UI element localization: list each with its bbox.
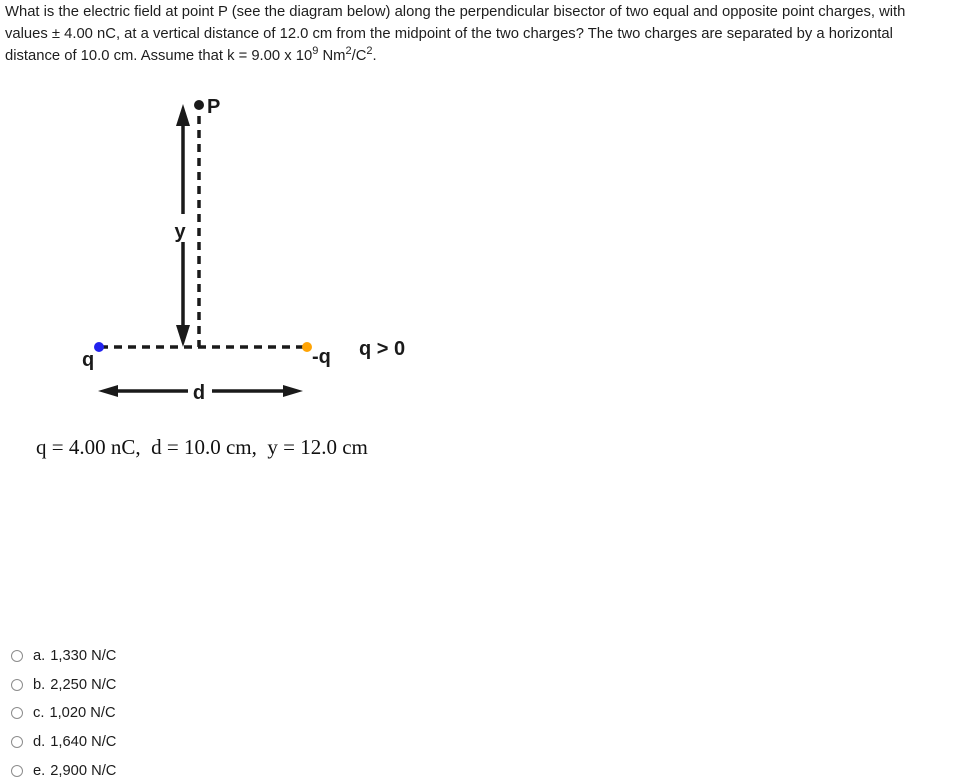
option-b-text (33, 677, 116, 693)
positive-charge-dot (94, 342, 104, 352)
option-e-value: 2,900 N/C (50, 762, 117, 779)
option-a-radio[interactable] (11, 650, 23, 662)
option-row-a[interactable] (11, 642, 116, 671)
question-line-3 (5, 45, 970, 67)
exponent-2a: 2 (345, 45, 352, 58)
option-b-letter: b. (33, 676, 46, 693)
exponent-9: 9 (312, 45, 319, 58)
question-line-3-text: distance of 10.0 cm. Assume that k = 9.00 x 10 (5, 48, 313, 64)
option-e-radio[interactable] (11, 765, 23, 777)
negative-charge-dot (302, 342, 312, 352)
option-row-c[interactable] (11, 699, 116, 728)
question-period: . (372, 48, 377, 64)
option-e-letter: e. (33, 762, 46, 779)
option-c-value: 1,020 N/C (49, 705, 116, 722)
option-row-b[interactable] (11, 671, 116, 700)
charge-sign-condition-label: q > 0 (359, 338, 406, 360)
charges-diagram (60, 88, 440, 408)
option-a-letter: a. (33, 648, 46, 665)
option-d-text (33, 734, 116, 750)
d-separation-arrow (98, 382, 303, 404)
y-label: y (174, 221, 186, 243)
option-d-letter: d. (33, 734, 46, 751)
option-c-radio[interactable] (11, 707, 23, 719)
given-values-line: q = 4.00 nC, d = 10.0 cm, y = 12.0 cm (36, 435, 368, 459)
negative-charge-label: -q (312, 346, 331, 368)
option-e-text (33, 763, 116, 779)
positive-charge-label: q (82, 349, 95, 371)
option-b-value: 2,250 N/C (50, 676, 117, 693)
option-row-d[interactable] (11, 728, 116, 757)
option-a-value: 1,330 N/C (50, 648, 117, 665)
y-distance-arrow (174, 104, 190, 347)
exponent-2b: 2 (366, 45, 373, 58)
option-c-text (33, 705, 116, 721)
units-nm: Nm (318, 48, 346, 64)
question-line-1-text: What is the electric field at point P (see the diagram below) along the perpendicular bisector of two equal and opposite point charges, with (5, 4, 906, 20)
option-row-e[interactable] (11, 756, 116, 784)
option-a-text (33, 648, 116, 664)
arrowhead-left-icon (98, 385, 118, 397)
question-line-2 (5, 23, 970, 45)
question-line-2-text: values ± 4.00 nC, at a vertical distance of 12.0 cm from the midpoint of the two charges? The two charges are separated by a horizontal (5, 26, 893, 42)
point-p-dot (194, 100, 204, 110)
option-d-radio[interactable] (11, 736, 23, 748)
d-label: d (192, 382, 206, 404)
option-d-value: 1,640 N/C (50, 734, 117, 751)
answer-options-list (11, 642, 116, 784)
option-b-radio[interactable] (11, 679, 23, 691)
point-p-label: P (207, 96, 221, 118)
question-line-1 (5, 1, 970, 23)
arrowhead-down-icon (176, 325, 190, 347)
units-per-c: /C (351, 48, 367, 64)
question-text (5, 1, 970, 67)
option-c-letter: c. (33, 705, 45, 722)
arrowhead-right-icon (283, 385, 303, 397)
